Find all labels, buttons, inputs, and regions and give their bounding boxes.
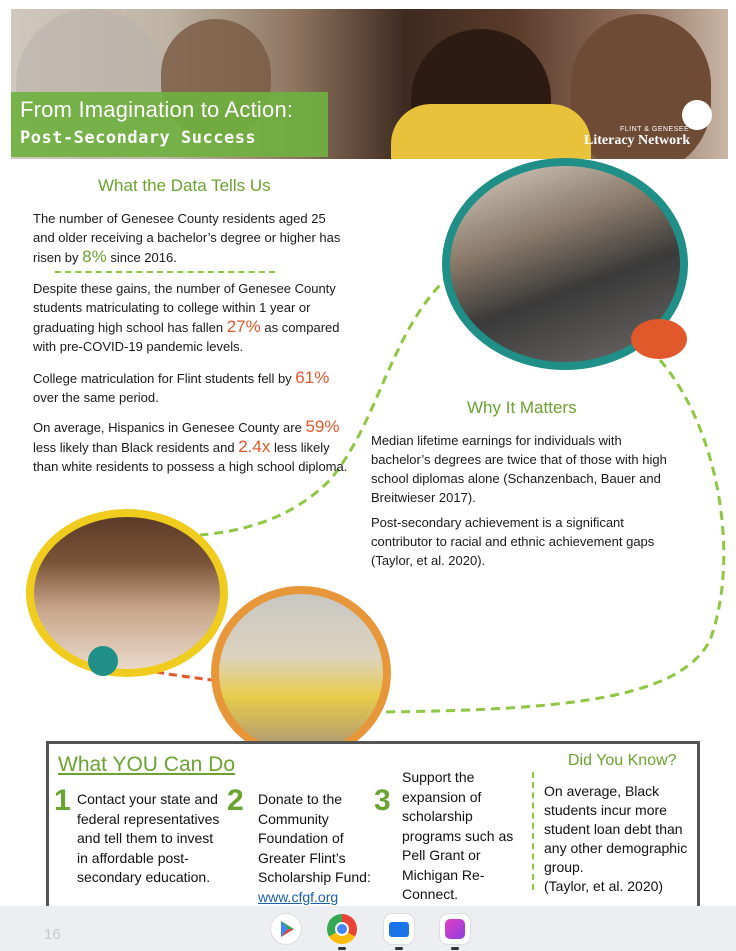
did-you-know-text: On average, Black students incur more student loan debt than any other demographic group. (Taylor, et al. 2020) (544, 783, 688, 894)
files-icon[interactable] (384, 914, 414, 944)
dashed-divider (55, 271, 275, 273)
step-3-text: Support the expansion of scholarship programs such as Pell Grant or Michigan Re-Connect. (402, 769, 514, 902)
did-you-know-divider (532, 772, 534, 890)
step-number-2: 2 (227, 784, 244, 817)
gallery-icon[interactable] (440, 914, 470, 944)
student-campus-photo (211, 586, 391, 760)
data-paragraph-1: The number of Genesee County residents aged 25 and older receiving a bachelor’s degree or higher has risen by 8% since 2016. (33, 211, 341, 266)
step-1-text: Contact your state and federal representatives and tell them to invest in affordable post-secondary education. (77, 791, 220, 885)
page-number: 16 (44, 926, 61, 943)
data-paragraph-4: On average, Hispanics in Genesee County are 59% less likely than Black residents and 2.4x less likely than white residents to possess a high school diploma. (33, 417, 348, 474)
step-2-text: Donate to the Community Foundation of Greater Flint’s Scholarship Fund: www.cfgf.org (258, 791, 371, 905)
orange-dot-decoration (631, 319, 687, 359)
student-reading-photo (26, 509, 228, 677)
chrome-running-indicator (338, 947, 346, 950)
data-heading: What the Data Tells Us (98, 176, 271, 195)
logo-name-text: Literacy Network (584, 133, 691, 148)
cfgf-link[interactable]: www.cfgf.org (258, 888, 339, 905)
matters-paragraph-1: Median lifetime earnings for individuals with bachelor’s degrees are twice that of those with high school diplomas alone (Schanzenbach, Bauer and Breitwieser 2017). (371, 433, 667, 505)
chrome-icon[interactable] (327, 914, 357, 944)
did-you-know-citation: (Taylor, et al. 2020) (544, 878, 664, 894)
step-number-3: 3 (374, 784, 391, 817)
page-subtitle: Post-Secondary Success (20, 128, 257, 148)
gallery-running-indicator (451, 947, 459, 950)
data-paragraph-2: Despite these gains, the number of Genesee County students matriculating to college within 1 year or graduating high school has fallen 27% as compared with pre-COVID-19 pandemic levels. (33, 281, 340, 354)
matters-heading: Why It Matters (467, 398, 577, 417)
teal-dot-decoration (88, 646, 118, 676)
data-paragraph-3: College matriculation for Flint students fell by 61% over the same period. (33, 368, 330, 405)
did-you-know-title: Did You Know? (568, 752, 677, 769)
step-number-1: 1 (54, 784, 71, 817)
play-store-icon[interactable] (271, 914, 301, 944)
files-running-indicator (395, 947, 403, 950)
matters-paragraph-2: Post-secondary achievement is a significant contributor to racial and ethnic achievement gaps (Taylor, et al. 2020). (371, 515, 655, 568)
system-taskbar (0, 906, 736, 951)
logo-top-text: FLINT & GENESEE (620, 126, 690, 133)
page-title: From Imagination to Action: (20, 97, 294, 122)
what-you-can-do-title: What YOU Can Do (58, 753, 236, 776)
